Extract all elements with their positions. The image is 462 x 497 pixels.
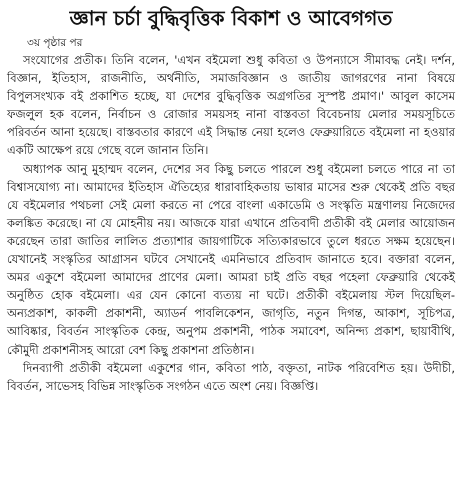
paragraph-3: দিনব্যাপী প্রতীকী বইমেলা একুশের গান, কবিতা পাঠ, বক্তৃতা, নাটক পরিবেশিত হয়। উদীচী, বিবর্তন, সাভেসহ বিভিন্ন সাংস্কৃতিক সংগঠন এতে অংশ নেয়। বিজ্ঞপ্তি। <box>7 360 455 393</box>
paragraph-2: অধ্যাপক আনু মুহাম্মদ বলেন, দেশের সব কিছু চলতে পারলে শুধু বইমেলা চলতে পারে না তা বিশ্বাসযোগ্য না। আমাদের ইতিহাস ঐতিহ্যের ধারাবাহিকতায় ভাষার মাসের শুরু থেকেই প্রতি বছর যে বইমেলার পথচলা সেই মেলা করতে না পেরে বাংলা একাডেমি ও সংস্কৃতি মন্ত্রণালয় নিজেদের কলঙ্কিত করেছে। না যে মোহনীয় নয়। আজকে যারা এখানে প্রতিবাদী প্রতীকী বই মেলার আয়োজন করেছেন তারা জাতির লালিত প্রত্যাশার জায়গাটিকে সত্যিকারভাবে তুলে ধরতে সক্ষম হয়েছেন। যেখানেই সংস্কৃতির আগ্রাসন ঘটবে সেখানেই এমনিভাবে প্রতিবাদ জানাতে হবে। বক্তারা বলেন, অমর একুশে বইমেলা আমাদের প্রাণের মেলা। আমরা চাই প্রতি বছর পহেলা ফেব্রুয়ারি থেকেই অনুষ্ঠিত হোক বইমেলা। এর যেন কোনো ব্যত্যয় না ঘটে। প্রতীকী বইমেলায় স্টল দিয়েছিল- অন্যপ্রকাশ, কাকলী প্রকাশনী, অ্যাডর্ন পাবলিকেশন, জাগৃতি, নতুন দিগন্ত, আকাশ, সূচিপত্র, আবিষ্কার, বিবর্তন সাংস্কৃতিক কেন্দ্র, অনুপম প্রকাশনী, পাঠক সমাবেশ, অনিন্দ্য প্রকাশ, ছায়াবীথি, কৌমুদী প্রকাশনীসহ আরো বেশ কিছু প্রকাশনা প্রতিষ্ঠান। <box>7 161 455 357</box>
article-body <box>7 51 455 395</box>
continued-from-label: ৩য় পৃষ্ঠার পর <box>27 37 83 49</box>
headline: জ্ঞান চর্চা বুদ্ধিবৃত্তিক বিকাশ ও আবেগগত <box>69 6 393 30</box>
paragraph-1: সংযোগের প্রতীক। তিনি বলেন, 'এখন বইমেলা শুধু কবিতা ও উপন্যাসে সীমাবদ্ধ নেই। দর্শন, বিজ্ঞান, ইতিহাস, রাজনীতি, অর্থনীতি, সমাজবিজ্ঞান ও জাতীয় জাগরণের নানা বিষয়ে বিপুলসংখ্যক বই প্রকাশিত হচ্ছে, যা দেশের বুদ্ধিবৃত্তিক অগ্রগতির সুস্পষ্ট প্রমাণ।' আবুল কাসেম ফজলুল হক বলেন, নির্বাচন ও রোজার সময়সহ নানা বাস্তবতা বিবেচনায় মেলার সময়সূচিতে পরিবর্তন আনা হয়েছে। বাস্তবতার কারণে এই সিদ্ধান্ত নেয়া হলেও ফেব্রুয়ারিতে বইমেলা না হওয়ার একটি আক্ষেপ রয়ে গেছে বলে জানান তিনি। <box>7 53 455 158</box>
